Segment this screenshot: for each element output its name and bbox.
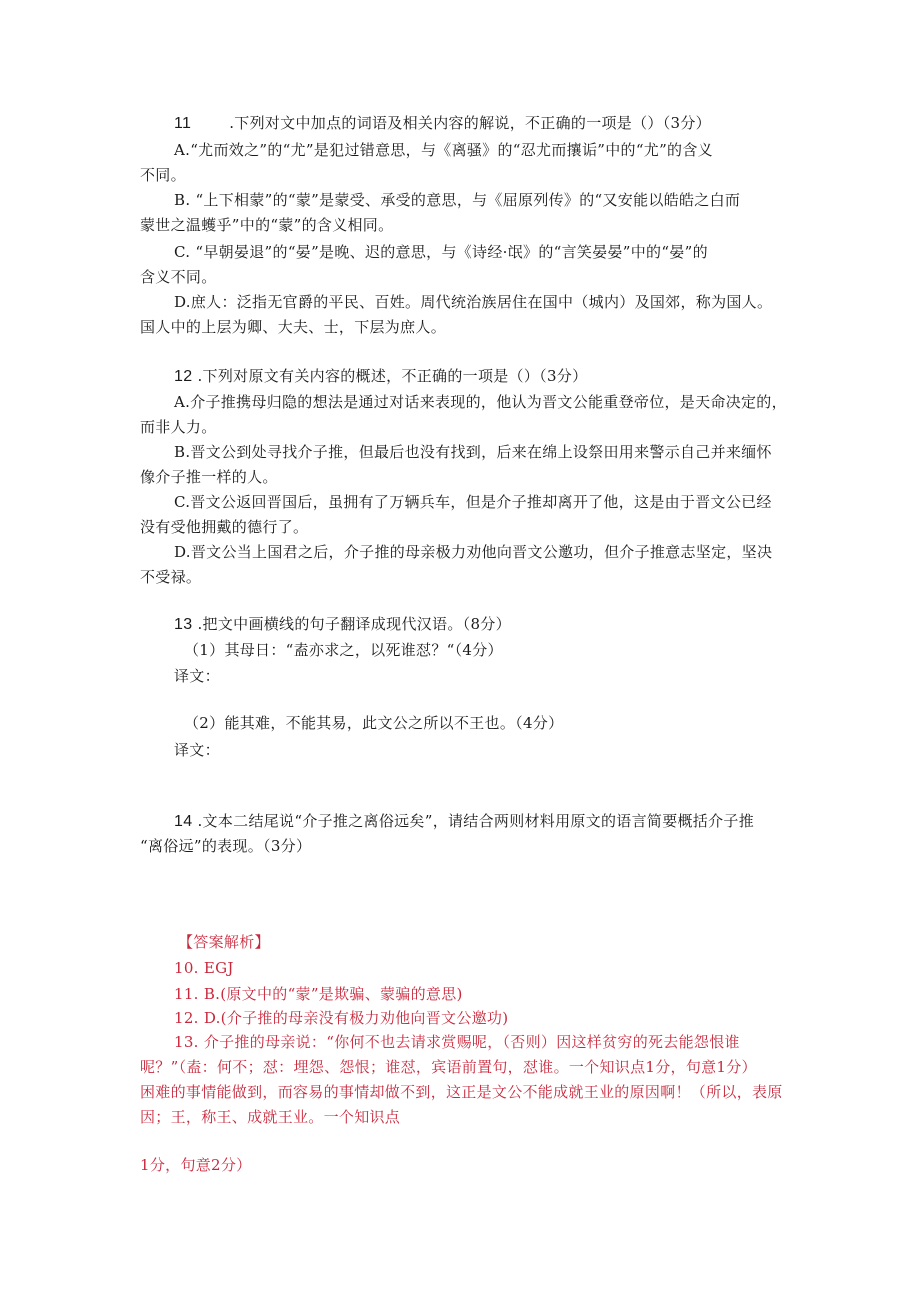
answer-13-line-3: 困难的事情能做到，而容易的事情却做不到，这正是文公不能成就王业的原因啊！（所以，表原 xyxy=(140,1083,783,1101)
answer-13-line-4: 因；王，称王、成就王业。一个知识点 xyxy=(140,1108,401,1126)
q13-number: 13 xyxy=(174,616,193,633)
q11-number: 11 xyxy=(174,115,192,132)
answer-12: 12. D.(介子推的母亲没有极力劝他向晋文公邀功) xyxy=(174,1009,509,1027)
q14-stem-cont: “离俗远”的表现。（3分） xyxy=(140,837,312,855)
q13-stem xyxy=(174,614,511,635)
q14-stem xyxy=(174,811,754,832)
q13-sentence-1: （1）其母日：“盍亦求之，以死谁怼？“（4分） xyxy=(184,641,503,659)
q11-option-c: C. “早朝晏退”的“晏”是晚、迟的意思，与《诗经·氓》的“言笑晏晏”中的“晏”的 xyxy=(174,243,708,261)
answer-13-line-1: 13. 介子推的母亲说：“你何不也去请求赏赐呢，（否则）因这样贫穷的死去能怨恨谁 xyxy=(174,1033,740,1051)
answer-10: 10. EGJ xyxy=(174,959,234,977)
answer-13-line-5: 1分，句意2分） xyxy=(140,1156,252,1174)
q13-sentence-2: （2）能其难，不能其易，此文公之所以不王也。（4分） xyxy=(184,714,564,732)
q11-option-a: A.“尤而效之”的“尤”是犯过错意思，与《离骚》的“忍尤而攘诟”中的“尤”的含义 xyxy=(174,141,713,159)
q11-option-d-cont: 国人中的上层为卿、大夫、士，下层为庶人。 xyxy=(140,318,447,336)
q12-number: 12 xyxy=(174,368,193,385)
q12-option-c-cont: 没有受他拥戴的德行了。 xyxy=(140,518,309,536)
answer-13-line-2: 呢？”（盍：何不；怼：埋怨、怨恨；谁怼，宾语前置句，怼谁。一个知识点1分，句意1分） xyxy=(140,1058,757,1076)
q14-number: 14 xyxy=(174,813,193,830)
q11-stem xyxy=(174,113,711,134)
q11-option-b: B. “上下相蒙”的“蒙”是蒙受、承受的意思，与《屈原列传》的“又安能以皓皓之白而 xyxy=(174,191,741,209)
q12-option-c: C.晋文公返回晋国后，虽拥有了万辆兵车，但是介子推却离开了他，这是由于晋文公已经 xyxy=(174,493,772,511)
q12-option-d-cont: 不受禄。 xyxy=(140,568,202,586)
q12-option-b: B.晋文公到处寻找介子推，但最后也没有找到，后来在绵上设祭田用来警示自己并来缅怀 xyxy=(174,443,772,461)
q11-stem-text: .下列对文中加点的词语及相关内容的解说，不正确的一项是（）（3分） xyxy=(229,114,711,132)
q13-translation-label-2: 译文： xyxy=(174,741,220,759)
q12-option-a: A.介子推携母归隐的想法是通过对话来表现的，他认为晋文公能重登帝位，是天命决定的， xyxy=(174,393,787,411)
q11-option-d: D.庶人：泛指无官爵的平民、百姓。周代统治族居住在国中（城内）及国郊，称为国人。 xyxy=(174,293,773,311)
q12-stem-text: .下列对原文有关内容的概述，不正确的一项是（）（3分） xyxy=(197,367,588,385)
q12-option-d: D.晋文公当上国君之后，介子推的母亲极力劝他向晋文公邀功，但介子推意志坚定，坚决 xyxy=(174,543,773,561)
q11-option-b-cont: 蒙世之温蠖乎”中的“蒙”的含义相同。 xyxy=(140,216,394,234)
answer-11: 11. B.(原文中的“蒙”是欺骗、蒙骗的意思) xyxy=(174,985,463,1003)
q11-option-a-cont: 不同。 xyxy=(140,166,186,184)
q13-translation-label-1: 译文： xyxy=(174,667,220,685)
answers-heading: 【答案解析】 xyxy=(178,933,270,951)
q13-stem-text: .把文中画横线的句子翻译成现代汉语。（8分） xyxy=(197,615,511,633)
q12-stem xyxy=(174,366,587,387)
q11-option-c-cont: 含义不同。 xyxy=(140,268,217,286)
q14-stem-text: .文本二结尾说“介子推之离俗远矣”，请结合两则材料用原文的语言简要概括介子推 xyxy=(197,812,754,830)
q12-option-a-cont: 而非人力。 xyxy=(140,418,217,436)
q12-option-b-cont: 像介子推一样的人。 xyxy=(140,468,278,486)
